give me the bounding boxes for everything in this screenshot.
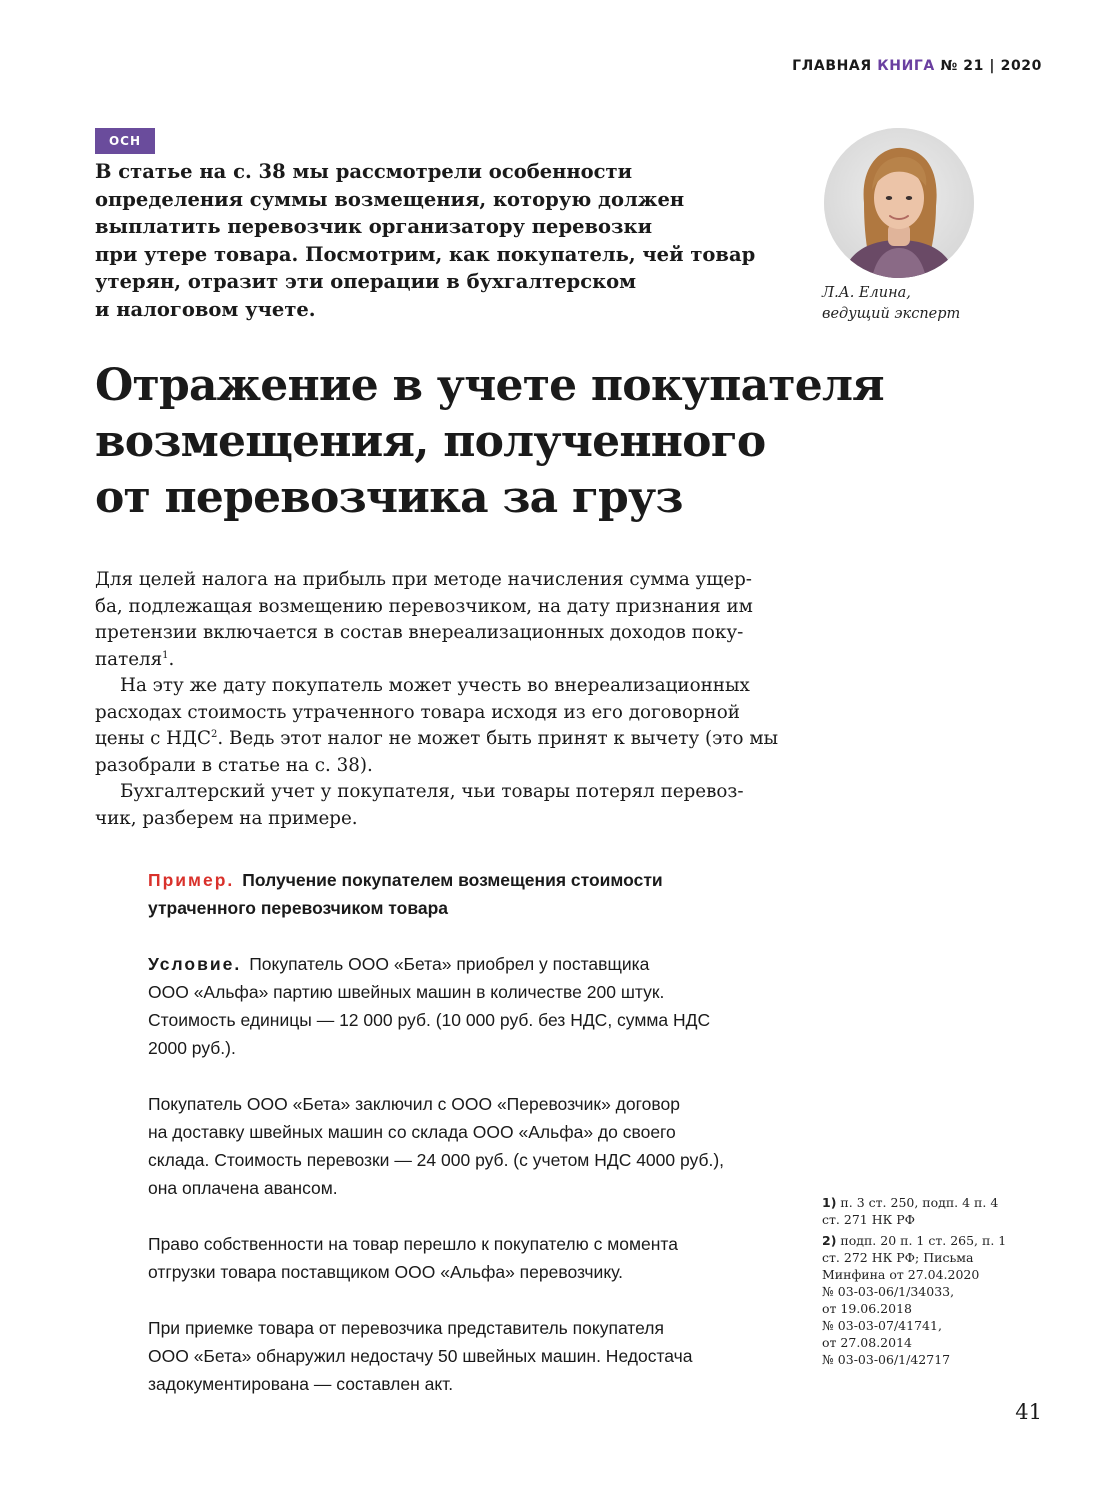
example-line: Покупатель ООО «Бета» заключил с ООО «Перевозчик» договор xyxy=(148,1094,680,1114)
footnote-line: от 19.06.2018 xyxy=(822,1301,912,1316)
page-number: 41 xyxy=(1015,1400,1042,1424)
example-text: Покупатель ООО «Бета» приобрел у поставщика xyxy=(249,954,650,974)
footnote-line: от 27.08.2014 xyxy=(822,1335,912,1350)
example-line: При приемке товара от перевозчика представитель покупателя xyxy=(148,1318,664,1338)
lead-line: утерян, отразит эти операции в бухгалтерском xyxy=(95,270,637,293)
masthead-part1: ГЛАВНАЯ xyxy=(792,58,872,74)
example-block xyxy=(148,866,788,1398)
title-line: Отражение в учете покупателя xyxy=(95,360,884,411)
body-line: Для целей налога на прибыль при методе начисления сумма ущер- xyxy=(95,569,752,590)
footnote-1 xyxy=(822,1194,1022,1228)
example-paragraph xyxy=(148,1090,788,1202)
lead-line: В статье на с. 38 мы рассмотрели особенности xyxy=(95,160,633,183)
footnote-line: № 03-03-07/41741, xyxy=(822,1318,942,1333)
footnote-text: подп. 20 п. 1 ст. 265, п. 1 xyxy=(840,1233,1007,1248)
footnote-line xyxy=(822,1232,1022,1249)
title-line: возмещения, полученного xyxy=(95,416,766,467)
author-name: Л.А. Елина, xyxy=(822,285,911,301)
body-line: На эту же дату покупатель может учесть во внереализационных xyxy=(120,675,750,696)
author-caption xyxy=(822,283,960,325)
author-role: ведущий эксперт xyxy=(822,306,961,322)
example-label: Пример. xyxy=(148,870,235,890)
body-text: . xyxy=(168,648,175,670)
body-text: пателя xyxy=(95,648,163,670)
example-title-text: Получение покупателем возмещения стоимости xyxy=(242,870,663,890)
example-line: ООО «Бета» обнаружил недостачу 50 швейных машин. Недостача xyxy=(148,1346,693,1366)
lead-line: при утере товара. Посмотрим, как покупатель, чей товар xyxy=(95,242,756,266)
footnote-line: Минфина от 27.04.2020 xyxy=(822,1267,980,1282)
author-photo xyxy=(824,128,974,278)
body-line: ба, подлежащая возмещению перевозчиком, на дату признания им xyxy=(95,595,753,617)
lead-line: определения суммы возмещения, которую должен xyxy=(95,187,685,211)
example-line: отгрузки товара поставщиком ООО «Альфа» перевозчику. xyxy=(148,1262,624,1282)
body-line: разобрали в статье на с. 38). xyxy=(95,754,373,776)
footnote-2 xyxy=(822,1232,1022,1368)
body-text: . Ведь этот налог не может быть принят к вычету (это мы xyxy=(217,728,779,749)
body-line xyxy=(95,647,785,674)
article-body xyxy=(95,567,785,832)
title-line: от перевозчика за груз xyxy=(95,472,683,523)
magazine-masthead xyxy=(792,58,1042,74)
lead-line: и налоговом учете. xyxy=(95,297,316,321)
example-line: задокументирована — составлен акт. xyxy=(148,1374,454,1394)
footnote-line: № 03-03-06/1/42717 xyxy=(822,1352,951,1367)
footnote-text: п. 3 ст. 250, подп. 4 п. 4 xyxy=(840,1195,999,1210)
example-title xyxy=(148,866,788,894)
example-line: 2000 руб.). xyxy=(148,1038,236,1058)
example-line xyxy=(148,950,788,978)
example-line: ООО «Альфа» партию швейных машин в количестве 200 штук. xyxy=(148,982,665,1002)
example-paragraph xyxy=(148,1314,788,1398)
example-line: склада. Стоимость перевозки — 24 000 руб. (с учетом НДС 4000 руб.), xyxy=(148,1150,725,1170)
article-title xyxy=(95,358,995,526)
body-line: расходах стоимость утраченного товара исходя из его договорной xyxy=(95,701,740,723)
body-line: Бухгалтерский учет у покупателя, чьи товары потерял перевоз- xyxy=(120,781,744,802)
example-line: Стоимость единицы — 12 000 руб. (10 000 руб. без НДС, сумма НДС xyxy=(148,1010,711,1030)
category-tag: ОСН xyxy=(95,128,155,154)
example-line: она оплачена авансом. xyxy=(148,1178,338,1198)
masthead-part2: КНИГА xyxy=(877,58,935,74)
footnote-number: 1) xyxy=(822,1195,837,1210)
condition-label: Условие. xyxy=(148,954,242,974)
body-line: претензии включается в состав внереализационных доходов поку- xyxy=(95,622,744,643)
example-paragraph xyxy=(148,1230,788,1286)
footnote-ref-1[interactable]: 1 xyxy=(162,649,169,661)
footnote-ref-2[interactable]: 2 xyxy=(210,729,218,740)
body-line xyxy=(95,726,785,753)
lead-paragraph xyxy=(95,158,795,323)
footnote-line: № 03-03-06/1/34033, xyxy=(822,1284,955,1299)
footnote-number: 2) xyxy=(822,1233,837,1248)
author-portrait-image xyxy=(824,128,974,278)
example-title-line: утраченного перевозчиком товара xyxy=(148,898,449,918)
example-condition xyxy=(148,950,788,1062)
footnote-line xyxy=(822,1194,1022,1211)
footnote-line: ст. 271 НК РФ xyxy=(822,1212,916,1227)
footnotes xyxy=(822,1194,1022,1372)
footnote-line: ст. 272 НК РФ; Письма xyxy=(822,1250,974,1265)
body-text: цены с НДС xyxy=(95,728,211,749)
body-line: чик, разберем на примере. xyxy=(95,807,358,829)
example-line: Право собственности на товар перешло к покупателю с момента xyxy=(148,1234,678,1254)
example-line: на доставку швейных машин со склада ООО «Альфа» до своего xyxy=(148,1122,676,1142)
issue-number: № 21 | 2020 xyxy=(940,58,1042,74)
lead-line: выплатить перевозчик организатору перевозки xyxy=(95,215,653,238)
